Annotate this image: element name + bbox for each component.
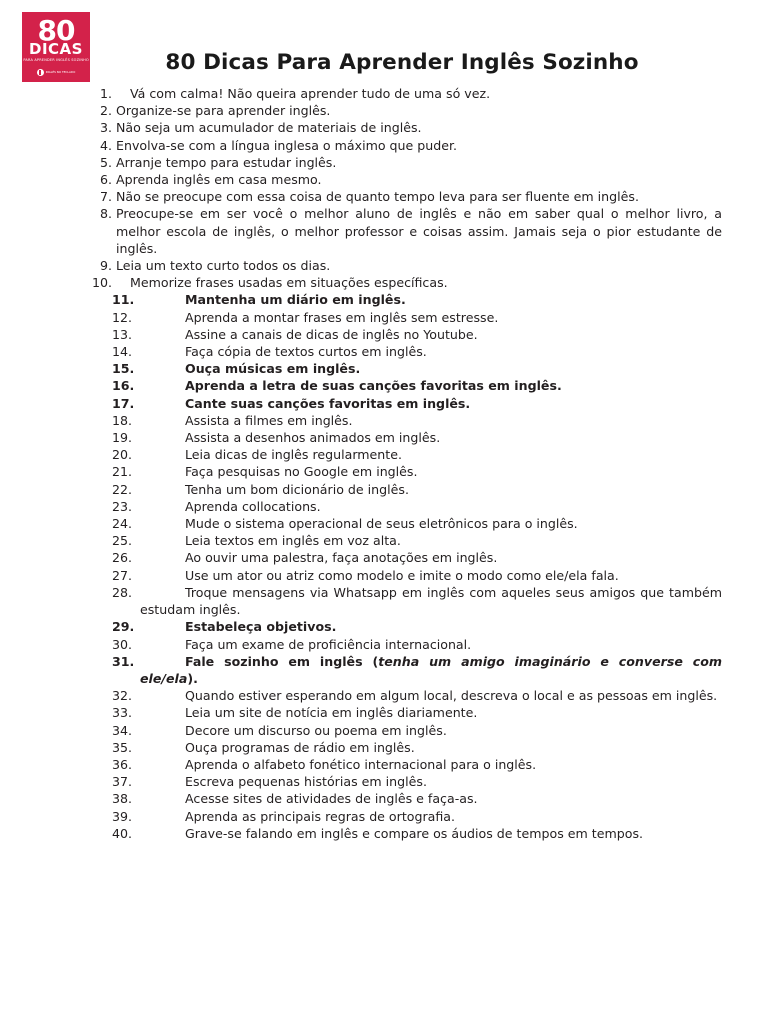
list-item-text: Memorize frases usadas em situações específicas.	[130, 275, 448, 291]
list-item	[0, 790, 768, 807]
list-item-number: 38.	[112, 791, 133, 807]
list-item	[0, 498, 768, 515]
list-item-text: Quando estiver esperando em algum local, descreva o local e as pessoas em inglês.	[185, 688, 718, 704]
list-item	[0, 515, 768, 532]
list-item-text: Envolva-se com a língua inglesa o máximo que puder.	[116, 137, 458, 153]
list-item-number: 33.	[112, 705, 133, 721]
list-item-number: 39.	[112, 808, 133, 824]
list-item-text: Acesse sites de atividades de inglês e faça-as.	[185, 791, 478, 807]
list-item-number: 24.	[112, 516, 133, 532]
list-item	[0, 395, 768, 412]
list-item-number: 16.	[112, 378, 135, 394]
list-item	[0, 739, 768, 756]
list-item	[0, 85, 768, 102]
list-item-number: 14.	[112, 344, 133, 360]
list-item-text-italic: tenha um amigo imaginário e converse com ele/ela	[140, 653, 722, 686]
list-item-number: 1.	[99, 86, 112, 101]
list-item-text: Cante suas canções favoritas em inglês.	[185, 395, 471, 411]
list-item-text: Faça cópia de textos curtos em inglês.	[185, 344, 427, 360]
logo-word: DICAS	[29, 40, 83, 58]
list-item-text: Faça um exame de proficiência internacional.	[185, 636, 472, 652]
list-item-text: Aprenda a letra de suas canções favoritas em inglês.	[185, 378, 562, 394]
list-item-text: Arranje tempo para estudar inglês.	[116, 154, 337, 170]
list-item	[0, 481, 768, 498]
list-item	[0, 618, 768, 635]
list-item-text: Vá com calma! Não queira aprender tudo de uma só vez.	[130, 86, 491, 101]
list-item-text: Aprenda inglês em casa mesmo.	[116, 172, 322, 188]
list-item-number: 31.	[112, 653, 135, 669]
list-item-number: 7.	[99, 189, 112, 205]
list-item-number: 10.	[91, 275, 112, 291]
list-item	[0, 377, 768, 394]
list-item	[0, 653, 768, 687]
list-item-number: 23.	[112, 498, 133, 514]
list-item	[0, 188, 768, 205]
list-item-text: Ouça programas de rádio em inglês.	[185, 739, 415, 755]
list-item-text: Decore um discurso ou poema em inglês.	[185, 722, 447, 738]
list-item-text: Mude o sistema operacional de seus eletrônicos para o inglês.	[185, 516, 578, 532]
logo-tagline: PARA APRENDER INGLÊS SOZINHO	[23, 58, 89, 62]
list-item-number: 3.	[99, 120, 112, 136]
list-item	[0, 360, 768, 377]
list-item-text: Não se preocupe com essa coisa de quanto tempo leva para ser fluente em inglês.	[116, 189, 639, 205]
list-item	[0, 326, 768, 343]
list-item	[0, 291, 768, 308]
list-item	[0, 412, 768, 429]
list-item	[0, 687, 768, 704]
list-item	[0, 722, 768, 739]
list-item-number: 28.	[112, 584, 133, 600]
list-item-number: 15.	[112, 361, 135, 377]
list-item-text: Mantenha um diário em inglês.	[185, 292, 406, 308]
list-item-number: 37.	[112, 774, 133, 790]
list-item	[0, 704, 768, 721]
list-item	[0, 429, 768, 446]
list-item-text: Grave-se falando em inglês e compare os áudios de tempos em tempos.	[185, 825, 644, 841]
list-item-number: 13.	[112, 326, 133, 342]
list-item-number: 4.	[99, 137, 112, 153]
list-item-text-plain: Fale sozinho em inglês (	[185, 653, 379, 669]
list-item-number: 27.	[112, 567, 133, 583]
tips-list	[0, 85, 768, 842]
list-item	[0, 825, 768, 842]
list-item-text: Leia um texto curto todos os dias.	[116, 258, 331, 274]
list-item-number: 29.	[112, 619, 135, 635]
list-item-text	[140, 653, 722, 687]
logo-number: 80	[37, 14, 75, 47]
list-item-text: Assista a filmes em inglês.	[185, 412, 353, 428]
list-item	[0, 773, 768, 790]
list-item-number: 18.	[112, 412, 133, 428]
list-item	[0, 257, 768, 274]
list-item	[0, 567, 768, 584]
list-item-number: 32.	[112, 688, 133, 704]
list-item-text: Estabeleça objetivos.	[185, 619, 337, 635]
document-body	[0, 84, 768, 842]
list-item	[0, 102, 768, 119]
list-item-text: Ouça músicas em inglês.	[185, 361, 361, 377]
list-item-number: 22.	[112, 481, 133, 497]
list-item	[0, 274, 768, 291]
list-item-text: Aprenda a montar frases em inglês sem estresse.	[185, 309, 499, 325]
document-header	[0, 0, 768, 84]
list-item-text-tail: ).	[187, 670, 198, 686]
list-item-number: 12.	[112, 309, 133, 325]
list-item-number: 17.	[112, 395, 135, 411]
list-item-number: 25.	[112, 533, 133, 549]
list-item-number: 11.	[112, 292, 135, 308]
list-item-number: 9.	[99, 258, 112, 274]
list-item-text: Organize-se para aprender inglês.	[116, 103, 331, 119]
list-item	[0, 584, 768, 618]
list-item-number: 8.	[99, 206, 112, 222]
list-item	[0, 636, 768, 653]
list-item	[0, 119, 768, 136]
list-item	[0, 446, 768, 463]
page-title: 80 Dicas Para Aprender Inglês Sozinho	[165, 50, 639, 76]
list-item	[0, 532, 768, 549]
list-item	[0, 343, 768, 360]
list-item	[0, 463, 768, 480]
list-item-text: Não seja um acumulador de materiais de inglês.	[116, 120, 422, 136]
list-item-text: Preocupe-se em ser você o melhor aluno de inglês e não em saber qual o melhor livro, a melhor escola de inglês, o melhor professor e coisas assim. Jamais seja o pior estudante de inglês.	[116, 206, 722, 256]
list-item-text: Leia dicas de inglês regularmente.	[185, 447, 402, 463]
list-item-number: 30.	[112, 636, 133, 652]
list-item	[0, 171, 768, 188]
list-item-text: Assine a canais de dicas de inglês no Youtube.	[185, 326, 478, 342]
list-item-number: 40.	[112, 825, 133, 841]
list-item	[0, 205, 768, 257]
list-item	[0, 549, 768, 566]
list-item-number: 5.	[99, 154, 112, 170]
list-item-number: 6.	[99, 172, 112, 188]
list-item-text: Ao ouvir uma palestra, faça anotações em inglês.	[185, 550, 498, 566]
list-item-text: Troque mensagens via Whatsapp em inglês com aqueles seus amigos que também estudam inglês.	[140, 584, 722, 618]
list-item-number: 21.	[112, 464, 133, 480]
list-item	[0, 137, 768, 154]
list-item	[0, 154, 768, 171]
list-item	[0, 309, 768, 326]
list-item-text: Faça pesquisas no Google em inglês.	[185, 464, 418, 480]
list-item-number: 26.	[112, 550, 133, 566]
list-item-text: Use um ator ou atriz como modelo e imite o modo como ele/ela fala.	[185, 567, 619, 583]
list-item-number: 35.	[112, 739, 133, 755]
list-item	[0, 756, 768, 773]
list-item-text: Aprenda as principais regras de ortografia.	[185, 808, 456, 824]
list-item-text: Tenha um bom dicionário de inglês.	[185, 481, 409, 497]
list-item-number: 36.	[112, 756, 133, 772]
list-item-text: Aprenda collocations.	[185, 498, 321, 514]
list-item-text: Assista a desenhos animados em inglês.	[185, 430, 441, 446]
list-item-text: Escreva pequenas histórias em inglês.	[185, 774, 427, 790]
list-item-number: 19.	[112, 430, 133, 446]
list-item-number: 2.	[99, 103, 112, 119]
list-item-text: Aprenda o alfabeto fonético internacional para o inglês.	[185, 756, 537, 772]
list-item-text: Leia um site de notícia em inglês diariamente.	[185, 705, 478, 721]
list-item-number: 20.	[112, 447, 133, 463]
list-item-number: 34.	[112, 722, 133, 738]
list-item-text: Leia textos em inglês em voz alta.	[185, 533, 401, 549]
logo-brand-text: INGLÊS NO TECLADO	[45, 69, 76, 74]
list-item	[0, 808, 768, 825]
